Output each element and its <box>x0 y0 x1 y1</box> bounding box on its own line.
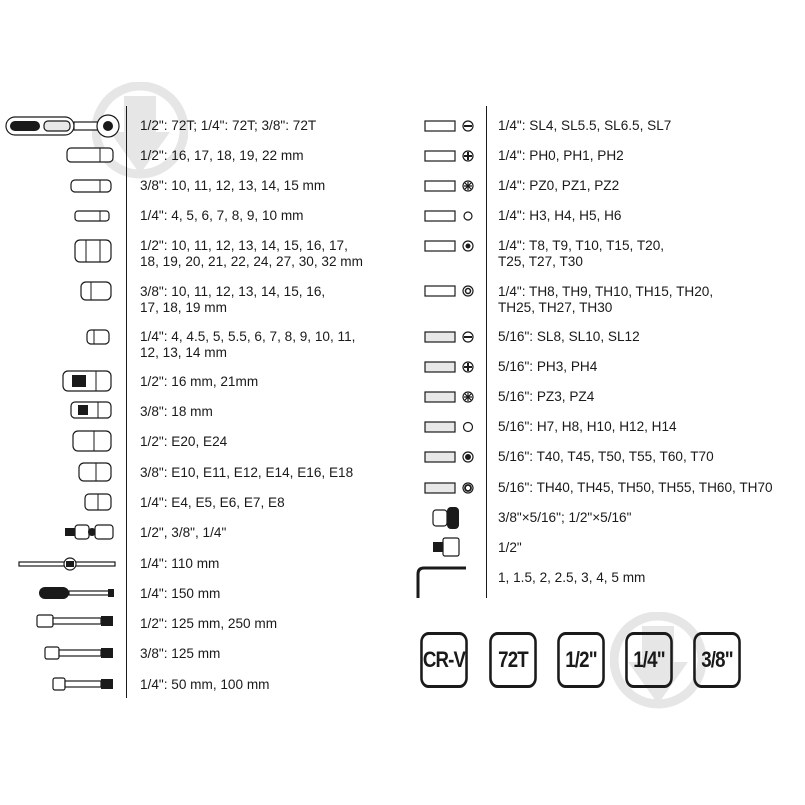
pozidriv-bit-icon <box>424 178 476 194</box>
left-item-label: 1/4": 4, 4.5, 5, 5.5, 6, 7, 8, 9, 10, 11, 12, 13, 14 mm <box>140 329 356 360</box>
right-item-label: 5/16": PZ3, PZ4 <box>498 389 595 404</box>
left-item-label: 1/2": 125 mm, 250 mm <box>140 616 278 631</box>
left-item-label: 1/4": 150 mm <box>140 586 221 601</box>
right-item-label: 5/16": H7, H8, H10, H12, H14 <box>498 419 677 434</box>
right-item-label: 1/4": H3, H4, H5, H6 <box>498 208 622 223</box>
drive-size-badge: 1/2" <box>557 632 605 688</box>
right-item-label: 1/4": TH8, TH9, TH10, TH15, TH20, TH25, TH27, TH30 <box>498 284 714 315</box>
hex-socket-icon <box>86 329 112 345</box>
sliding-t-bar-icon <box>18 556 116 572</box>
left-item-label: 3/8": 10, 11, 12, 13, 14, 15, 16, 17, 18, 19 mm <box>140 284 326 315</box>
phillips-bit-icon <box>424 359 476 375</box>
deep-socket-icon <box>66 146 116 164</box>
right-item-label: 1/4": T8, T9, T10, T15, T20, T25, T27, T30 <box>498 238 665 269</box>
torx-bit-icon <box>424 238 476 254</box>
spark-plug-socket-icon <box>70 401 114 419</box>
left-item-label: 1/4": E4, E5, E6, E7, E8 <box>140 495 285 510</box>
left-item-label: 1/4": 4, 5, 6, 7, 8, 9, 10 mm <box>140 208 304 223</box>
slotted-bit-icon <box>424 329 476 345</box>
left-column-divider <box>126 106 127 698</box>
hex-socket-icon <box>74 239 114 263</box>
square-adapter-icon <box>432 537 462 557</box>
right-item-label: 5/16": PH3, PH4 <box>498 359 598 374</box>
right-column-divider <box>486 106 487 598</box>
right-item-label: 1, 1.5, 2, 2.5, 3, 4, 5 mm <box>498 570 646 585</box>
material-badge: CR-V <box>420 632 468 688</box>
torx-bit-icon <box>424 449 476 465</box>
right-item-label: 3/8"×5/16"; 1/2"×5/16" <box>498 510 632 525</box>
hex-key-icon <box>414 564 468 600</box>
left-item-label: 1/2": 16, 17, 18, 19, 22 mm <box>140 148 304 163</box>
left-item-label: 1/2": 16 mm, 21mm <box>140 374 259 389</box>
tamper-torx-bit-icon <box>424 283 476 299</box>
left-item-label: 3/8": 18 mm <box>140 404 213 419</box>
drive-size-badge: 3/8" <box>693 632 741 688</box>
extension-bar-icon <box>36 613 116 629</box>
deep-socket-icon <box>74 209 112 223</box>
left-item-label: 3/8": E10, E11, E12, E14, E16, E18 <box>140 465 354 480</box>
left-item-label: 1/4": 50 mm, 100 mm <box>140 677 270 692</box>
right-item-label: 1/2" <box>498 540 522 555</box>
right-item-label: 5/16": T40, T45, T50, T55, T60, T70 <box>498 449 714 464</box>
right-item-label: 1/4": SL4, SL5.5, SL6.5, SL7 <box>498 118 672 133</box>
slotted-bit-icon <box>424 118 476 134</box>
right-item-label: 5/16": TH40, TH45, TH50, TH55, TH60, TH70 <box>498 480 773 495</box>
pozidriv-bit-icon <box>424 389 476 405</box>
left-item-label: 1/2": E20, E24 <box>140 434 228 449</box>
right-item-label: 5/16": SL8, SL10, SL12 <box>498 329 640 344</box>
left-item-label: 3/8": 125 mm <box>140 646 221 661</box>
spark-plug-socket-icon <box>62 370 114 392</box>
deep-socket-icon <box>70 178 114 194</box>
left-item-label: 3/8": 10, 11, 12, 13, 14, 15 mm <box>140 178 326 193</box>
tamper-torx-bit-icon <box>424 480 476 496</box>
ratchet-icon <box>4 113 122 139</box>
spinner-handle-icon <box>38 585 116 601</box>
left-item-label: 1/2": 10, 11, 12, 13, 14, 15, 16, 17, 18, 19, 20, 21, 22, 24, 27, 30, 32 mm <box>140 238 363 269</box>
bit-adapter-icon <box>432 506 462 530</box>
hex-socket-icon <box>80 281 114 301</box>
left-item-label: 1/2": 72T; 1/4": 72T; 3/8": 72T <box>140 118 317 133</box>
universal-joint-icon <box>64 522 116 542</box>
drive-size-badge: 1/4" <box>625 632 673 688</box>
e-torx-socket-icon <box>78 462 114 482</box>
phillips-bit-icon <box>424 148 476 164</box>
extension-bar-icon <box>44 645 116 661</box>
left-item-label: 1/4": 110 mm <box>140 556 220 571</box>
right-item-label: 1/4": PZ0, PZ1, PZ2 <box>498 178 620 193</box>
e-torx-socket-icon <box>72 430 114 452</box>
hex-bit-icon <box>424 419 476 435</box>
right-item-label: 1/4": PH0, PH1, PH2 <box>498 148 624 163</box>
extension-bar-icon <box>52 676 116 692</box>
left-item-label: 1/2", 3/8", 1/4" <box>140 525 227 540</box>
hex-bit-icon <box>424 208 476 224</box>
teeth-count-badge: 72T <box>489 632 537 688</box>
e-torx-socket-icon <box>84 493 114 511</box>
